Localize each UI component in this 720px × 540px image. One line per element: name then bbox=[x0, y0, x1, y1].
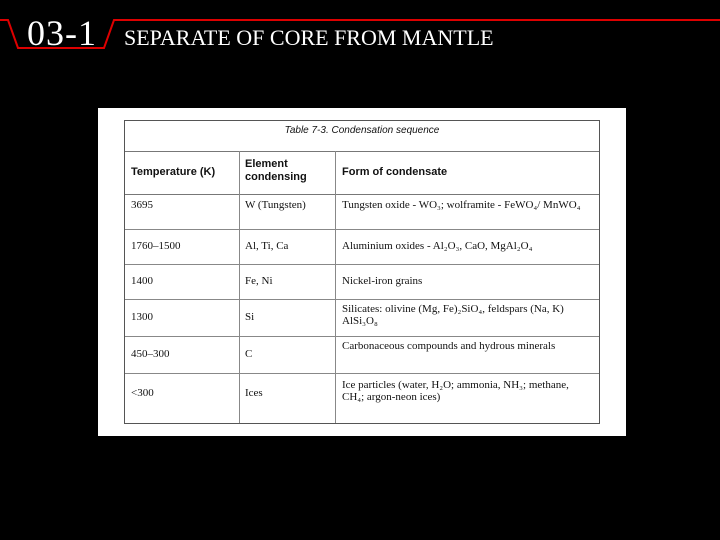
table-row bbox=[125, 374, 599, 424]
table-caption: Table 7-3. Condensation sequence bbox=[284, 125, 440, 136]
cell-form: Tungsten oxide - WO₃; wolframite - FeWO₄/ MnWO₄ bbox=[342, 199, 581, 211]
cell-temperature: 1300 bbox=[131, 311, 153, 323]
cell-element: Al, Ti, Ca bbox=[245, 240, 289, 252]
table-row bbox=[125, 300, 599, 337]
cell-temperature: 3695 bbox=[131, 199, 153, 211]
cell-element: Ices bbox=[245, 387, 263, 399]
cell-element: W (Tungsten) bbox=[245, 199, 306, 211]
header-temperature: Temperature (K) bbox=[131, 166, 216, 178]
cell-element: Fe, Ni bbox=[245, 275, 273, 287]
cell-form: Nickel-iron grains bbox=[342, 275, 423, 287]
table-header-row bbox=[125, 151, 599, 195]
table-row bbox=[125, 193, 599, 230]
cell-form: Silicates: olivine (Mg, Fe)₂SiO₄, feldspars (Na, K) AlSi₃O₈ bbox=[342, 303, 564, 327]
condensation-table bbox=[124, 120, 600, 424]
cell-element: C bbox=[245, 348, 253, 360]
slide-number: 03-1 bbox=[27, 13, 97, 53]
cell-temperature: 450–300 bbox=[131, 348, 170, 360]
slide-title: SEPARATE OF CORE FROM MANTLE bbox=[124, 25, 494, 50]
table-row bbox=[125, 230, 599, 265]
cell-form: Aluminium oxides - Al₂O₃, CaO, MgAl₂O₄ bbox=[342, 240, 533, 252]
table-row bbox=[125, 265, 599, 300]
cell-form: Carbonaceous compounds and hydrous minerals bbox=[342, 340, 556, 352]
cell-temperature: <300 bbox=[131, 387, 154, 399]
header-element: Element condensing bbox=[245, 158, 307, 183]
table-image-panel bbox=[98, 108, 626, 436]
cell-temperature: 1400 bbox=[131, 275, 153, 287]
table-row bbox=[125, 337, 599, 374]
cell-element: Si bbox=[245, 311, 255, 323]
header-form: Form of condensate bbox=[342, 166, 448, 178]
cell-temperature: 1760–1500 bbox=[131, 240, 181, 252]
cell-form: Ice particles (water, H₂O; ammonia, NH₃; methane, CH₄; argon-neon ices) bbox=[342, 379, 569, 403]
